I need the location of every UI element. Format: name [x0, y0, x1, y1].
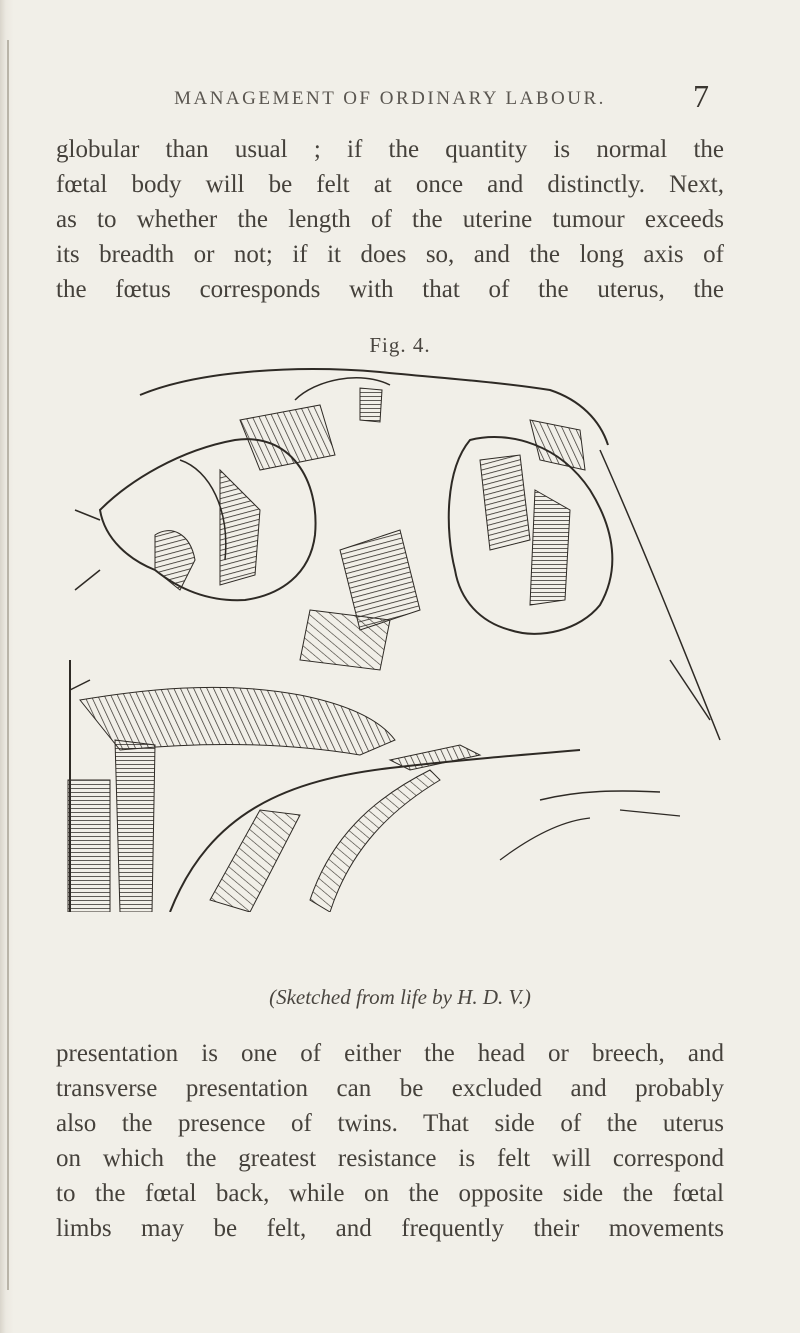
text-line: limbs may be felt, and frequently their movements — [56, 1215, 724, 1242]
text-line: fœtal body will be felt at once and distinctly. Next, — [56, 171, 724, 198]
running-head: MANAGEMENT OF ORDINARY LABOUR. — [174, 88, 606, 109]
figure-label: Fig. 4. — [369, 333, 431, 357]
text-line: its breadth or not; if it does so, and the long axis of — [56, 241, 724, 268]
text-line: transverse presentation can be excluded and probably — [56, 1075, 724, 1102]
figure-credit: (Sketched from life by H. D. V.) — [269, 985, 531, 1009]
text-line: also the presence of twins. That side of the uterus — [56, 1110, 724, 1137]
figure-illustration — [60, 360, 740, 912]
text-line: as to whether the length of the uterine tumour exceeds — [56, 206, 724, 233]
text-line: the fœtus corresponds with that of the uterus, the — [56, 276, 724, 303]
text-line: on which the greatest resistance is felt will correspond — [56, 1145, 724, 1172]
text-line: globular than usual ; if the quantity is normal the — [56, 136, 724, 163]
paragraph-top — [56, 132, 724, 307]
page-number: 7 — [693, 78, 709, 114]
paragraph-bottom — [56, 1036, 724, 1246]
text-line: presentation is one of either the head or breech, and — [56, 1040, 724, 1067]
text-line: to the fœtal back, while on the opposite side the fœtal — [56, 1180, 724, 1207]
page-binding-edge — [0, 0, 14, 1333]
